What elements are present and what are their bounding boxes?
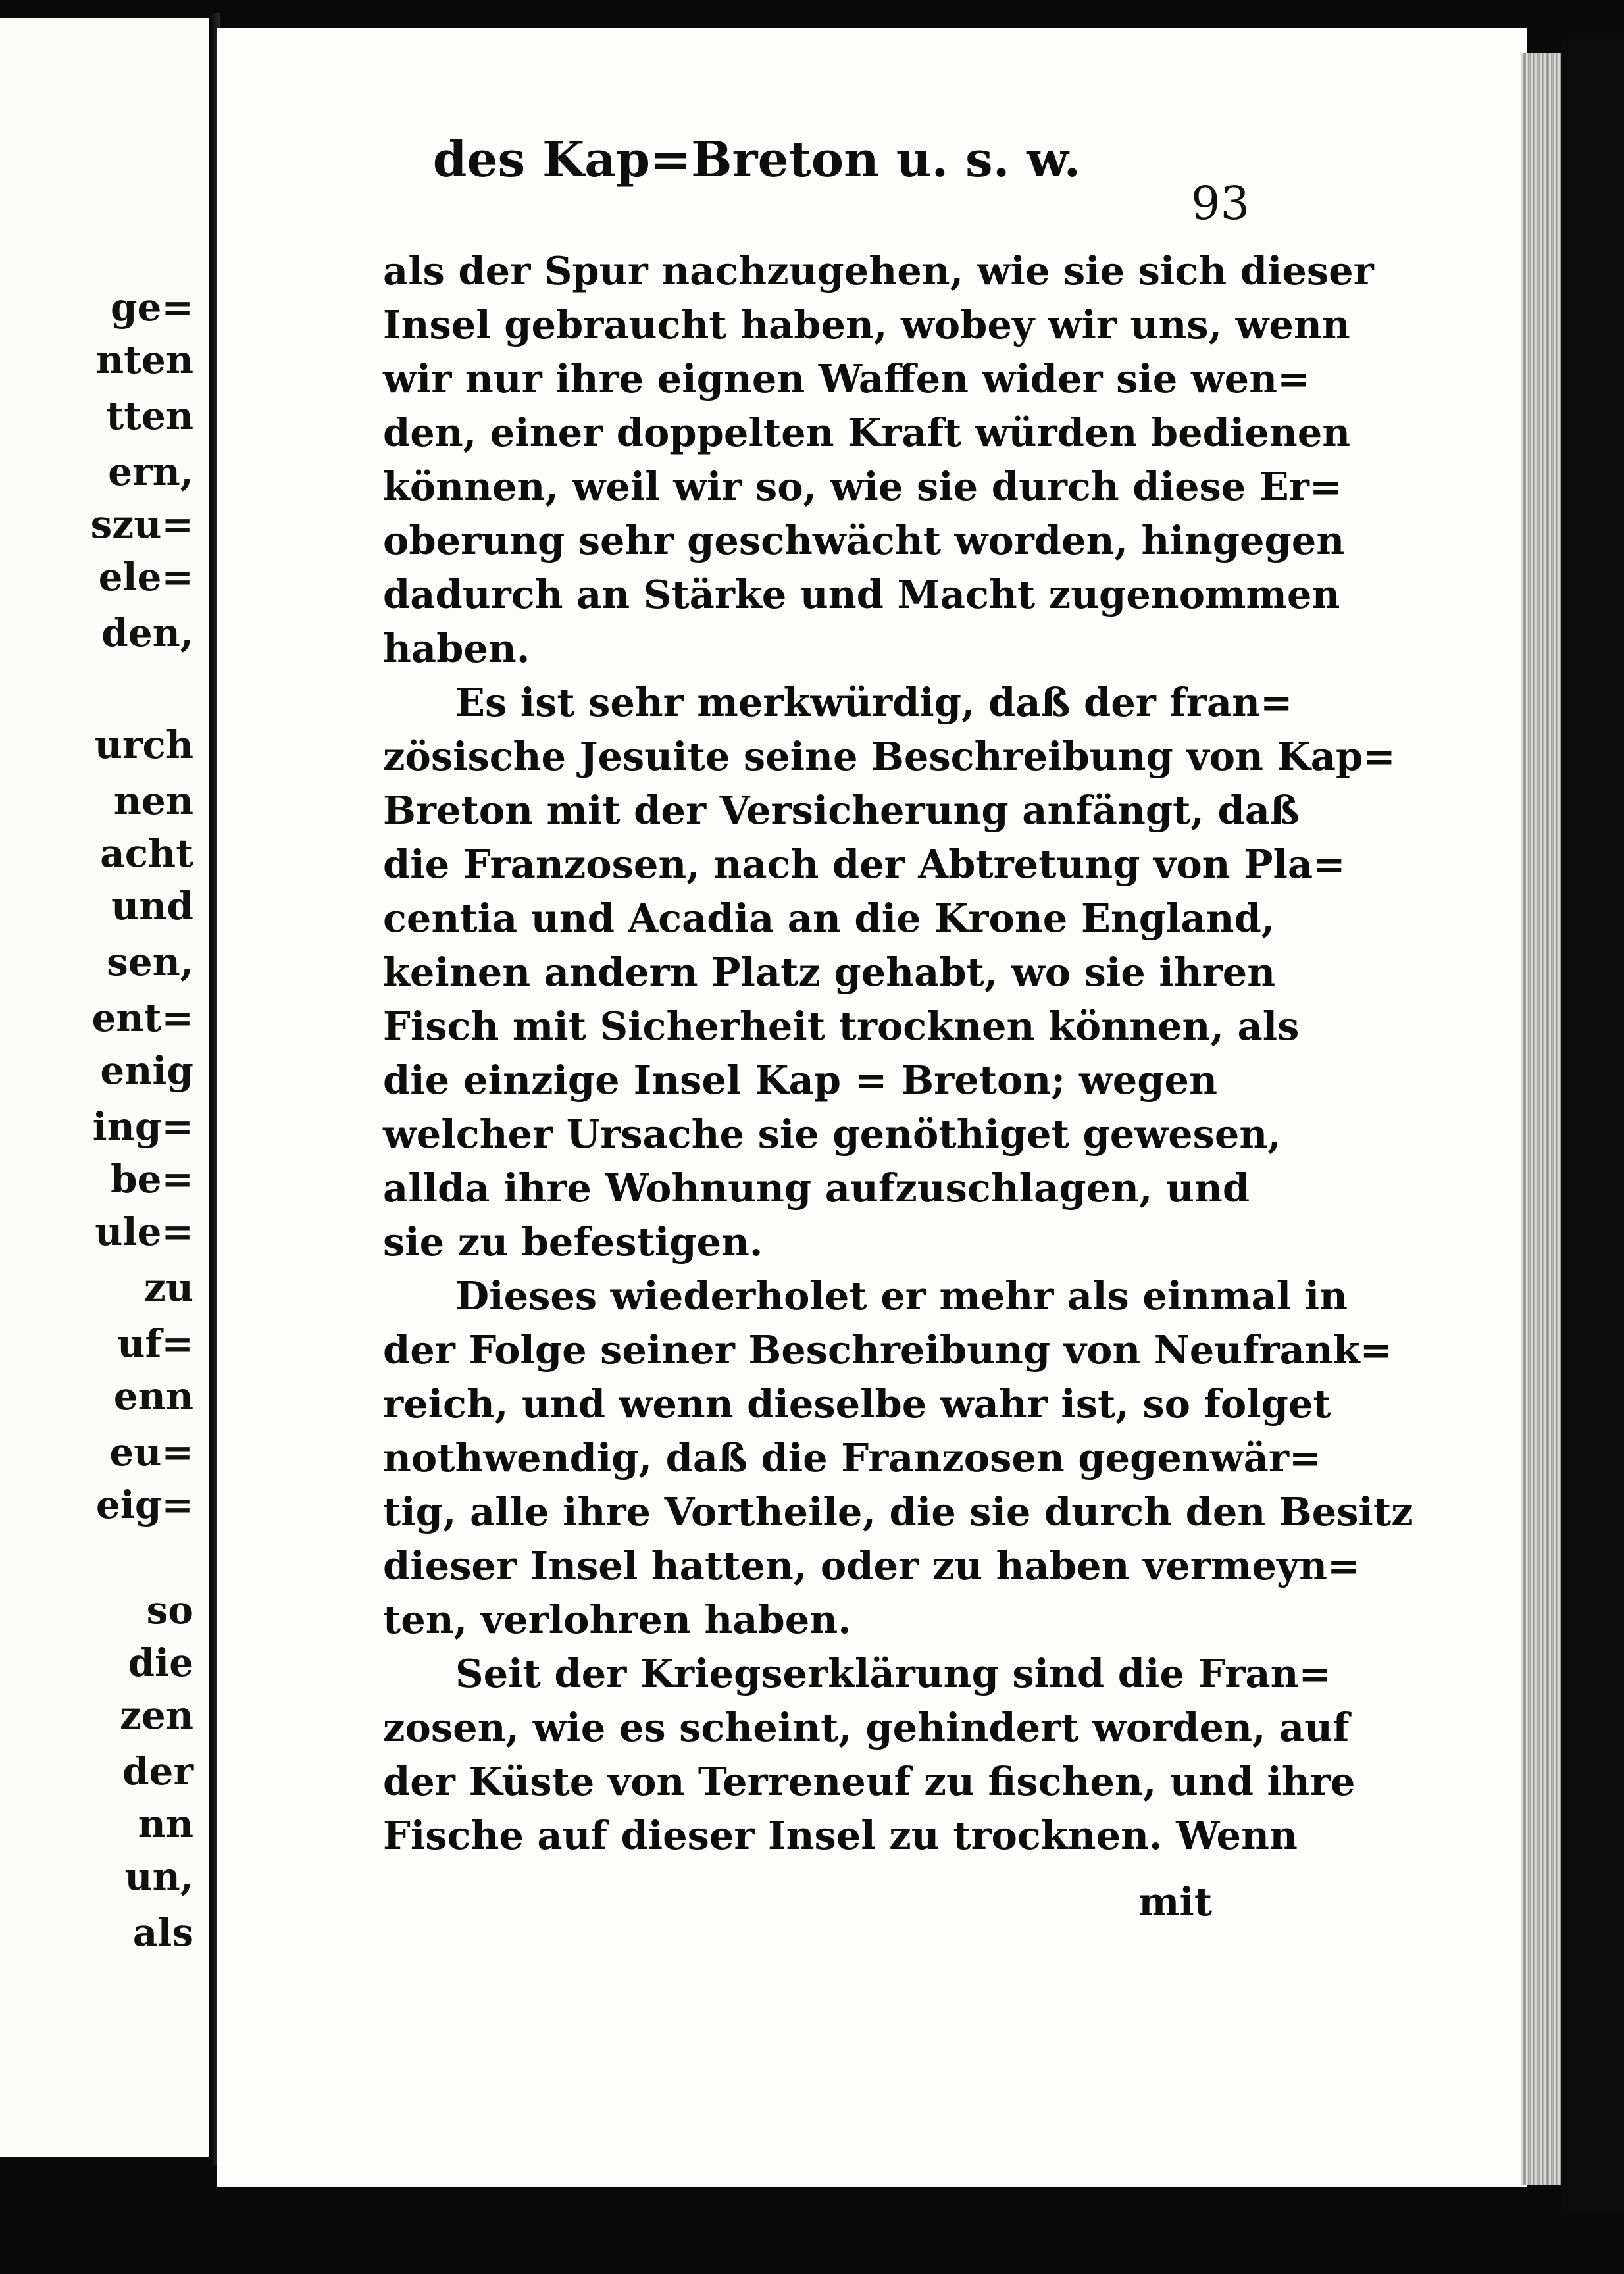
text-line: dieser Insel hatten, oder zu haben vermeyn= — [383, 1543, 1360, 1588]
left-fragment: ent= — [91, 996, 193, 1040]
text-line: Fisch mit Sicherheit trocknen können, als — [383, 1003, 1300, 1049]
text-line: wir nur ihre eignen Waffen wider sie wen= — [383, 356, 1310, 401]
left-fragment: zu — [143, 1265, 193, 1310]
left-fragment: als — [132, 1910, 193, 1955]
text-line: der Folge seiner Beschreibung von Neufrank= — [383, 1327, 1393, 1373]
text-line: nothwendig, daß die Franzosen gegenwär= — [383, 1435, 1322, 1480]
left-fragment: nten — [95, 338, 193, 382]
left-fragment: urch — [94, 722, 193, 767]
left-fragment: enn — [113, 1374, 193, 1419]
text-line: tig, alle ihre Vortheile, die sie durch den Besitz — [383, 1489, 1413, 1534]
left-facing-page — [0, 18, 213, 2157]
text-line: oberung sehr geschwächt worden, hingegen — [383, 518, 1345, 563]
left-fragment: sen, — [107, 940, 193, 984]
left-fragment: der — [122, 1749, 193, 1794]
left-fragment: tten — [106, 393, 193, 438]
text-line: Es ist sehr merkwürdig, daß der fran= — [455, 680, 1293, 725]
text-line: Dieses wiederholet er mehr als einmal in — [455, 1273, 1348, 1319]
left-fragment: ule= — [95, 1209, 193, 1254]
text-line: zösische Jesuite seine Beschreibung von Kap= — [383, 734, 1396, 779]
text-line: zosen, wie es scheint, gehindert worden, auf — [383, 1705, 1350, 1750]
text-line: haben. — [383, 626, 530, 671]
left-fragment: eig= — [95, 1482, 193, 1527]
running-head: des Kap=Breton u. s. w. — [432, 132, 1081, 188]
left-fragment: ele= — [98, 555, 193, 599]
text-line: Seit der Kriegserklärung sind die Fran= — [455, 1651, 1331, 1696]
left-fragment: szu= — [90, 502, 193, 547]
text-line: als der Spur nachzugehen, wie sie sich dieser — [383, 248, 1374, 293]
left-fragment: ing= — [92, 1104, 193, 1149]
left-fragment: uf= — [117, 1321, 193, 1366]
left-fragment: so — [146, 1588, 193, 1632]
right-page — [217, 28, 1527, 2187]
left-fragment: enig — [100, 1048, 193, 1093]
text-line: Fische auf dieser Insel zu trocknen. Wenn — [383, 1813, 1298, 1858]
left-fragment: und — [111, 884, 193, 928]
text-line: allda ihre Wohnung aufzuschlagen, und — [383, 1165, 1250, 1211]
text-line: die Franzosen, nach der Abtretung von Pla= — [383, 842, 1346, 887]
text-line: die einzige Insel Kap = Breton; wegen — [383, 1057, 1217, 1103]
text-line: Breton mit der Versicherung anfängt, daß — [383, 788, 1300, 833]
left-fragment: nn — [138, 1802, 193, 1846]
left-fragment: zen — [119, 1693, 193, 1738]
left-fragment: ern, — [108, 449, 193, 494]
left-fragment: ge= — [110, 285, 193, 330]
left-fragment: die — [128, 1640, 193, 1685]
page-number: 93 — [1191, 176, 1250, 230]
text-line: dadurch an Stärke und Macht zugenommen — [383, 572, 1340, 617]
text-line: ten, verlohren haben. — [383, 1597, 851, 1642]
text-line: reich, und wenn dieselbe wahr ist, so folget — [383, 1381, 1331, 1427]
text-line: keinen andern Platz gehabt, wo sie ihren — [383, 949, 1276, 995]
catchword: mit — [1138, 1879, 1213, 1925]
left-fragment: den, — [101, 611, 193, 655]
left-fragment: acht — [100, 831, 193, 876]
text-line: welcher Ursache sie genöthiget gewesen, — [383, 1111, 1281, 1157]
left-fragment: nen — [113, 778, 193, 823]
text-line: sie zu befestigen. — [383, 1219, 763, 1265]
text-line: können, weil wir so, wie sie durch diese Er= — [383, 464, 1342, 509]
text-line: Insel gebraucht haben, wobey wir uns, wenn — [383, 302, 1350, 347]
left-fragment: be= — [110, 1157, 193, 1201]
scan-border — [1561, 39, 1624, 2211]
page-edges — [1521, 53, 1561, 2185]
left-fragment: un, — [124, 1854, 193, 1899]
text-line: der Küste von Terreneuf zu fischen, und ihre — [383, 1759, 1356, 1804]
left-fragment: eu= — [109, 1430, 193, 1475]
text-line: den, einer doppelten Kraft würden bedienen — [383, 410, 1351, 455]
text-line: centia und Acadia an die Krone England, — [383, 896, 1275, 941]
